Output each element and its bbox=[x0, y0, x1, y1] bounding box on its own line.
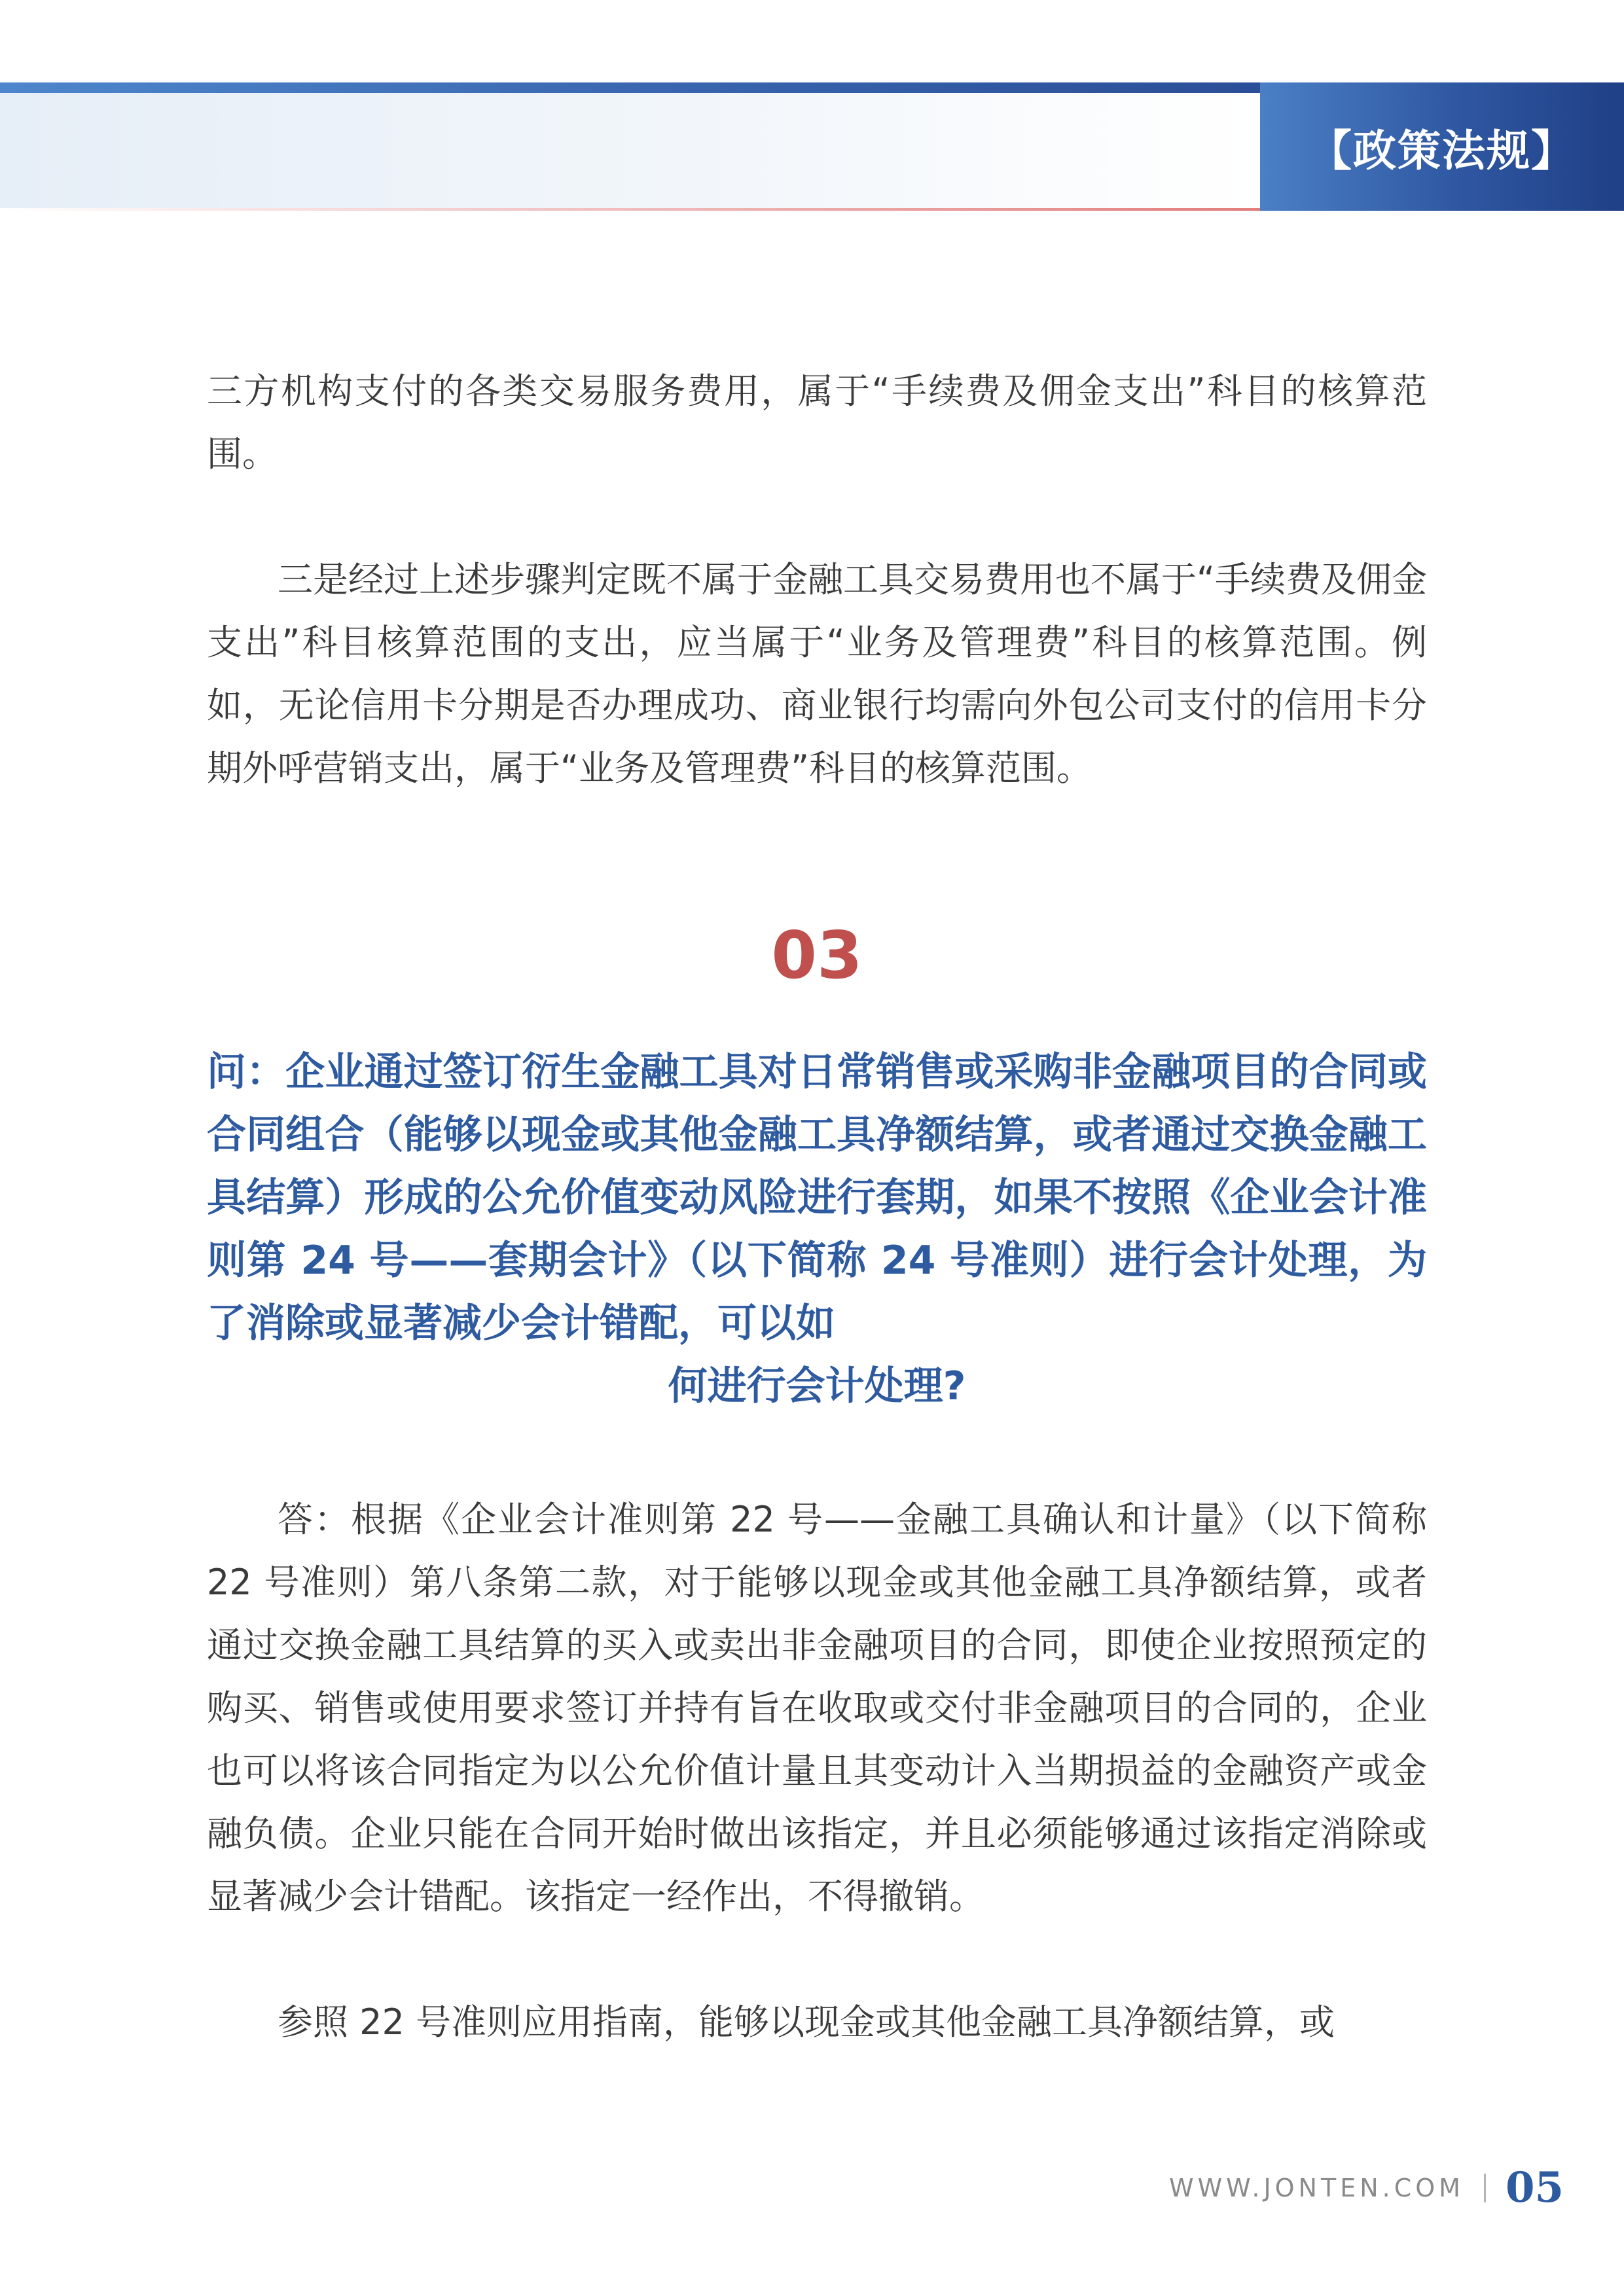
question-heading bbox=[207, 1041, 1427, 1418]
question-text-last-line: 何进行会计处理? bbox=[668, 1363, 966, 1409]
footer-divider bbox=[1484, 2174, 1486, 2202]
paragraph-2: 三是经过上述步骤判定既不属于金融工具交易费用也不属于“手续费及佣金支出”科目核算范围的支出，应当属于“业务及管理费”科目的核算范围。例如，无论信用卡分期是否办理成功、商业银行均需向外包公司支付的信用卡分期外呼营销支出，属于“业务及管理费”科目的核算范围。 bbox=[207, 559, 1427, 789]
section-tag-box bbox=[1260, 82, 1624, 211]
page-footer bbox=[1169, 2163, 1564, 2212]
question-text: 问：企业通过签订衍生金融工具对日常销售或采购非金融项目的合同或合同组合（能够以现金或其他金融工具净额结算，或者通过交换金融工具结算）形成的公允价值变动风险进行套期，如果不按照《企业会计准则第 24 号——套期会计》（以下简称 24 号准则）进行会计处理，为了消除或显著减少会计错配，可以如 bbox=[207, 1049, 1427, 1346]
header-top-line bbox=[0, 82, 1260, 93]
header-accent-line bbox=[0, 208, 1260, 211]
website-url: WWW.JONTEN.COM bbox=[1169, 2173, 1464, 2202]
section-number: 03 bbox=[771, 917, 863, 994]
header-band bbox=[0, 82, 1258, 211]
answer-paragraph: 答：根据《企业会计准则第 22 号——金融工具确认和计量》（以下简称 22 号准则）第八条第二款，对于能够以现金或其他金融工具净额结算，或者通过交换金融工具结算的买入或卖出非金融项目的合同，即使企业按照预定的购买、销售或使用要求签订并持有旨在收取或交付非金融项目的合同的，企业也可以将该合同指定为以公允价值计量且其变动计入当期损益的金融资产或金融负债。企业只能在合同开始时做出该指定，并且必须能够通过该指定消除或显著减少会计错配。该指定一经作出，不得撤销。 bbox=[207, 1499, 1427, 1917]
section-tag: 【政策法规】 bbox=[1308, 124, 1576, 176]
paragraph-last: 参照 22 号准则应用指南，能够以现金或其他金融工具净额结算，或 bbox=[278, 2001, 1335, 2043]
paragraph-1: 三方机构支付的各类交易服务费用，属于“手续费及佣金支出”科目的核算范围。 bbox=[207, 370, 1427, 475]
page-number: 05 bbox=[1505, 2163, 1564, 2212]
page-content bbox=[207, 360, 1427, 2054]
